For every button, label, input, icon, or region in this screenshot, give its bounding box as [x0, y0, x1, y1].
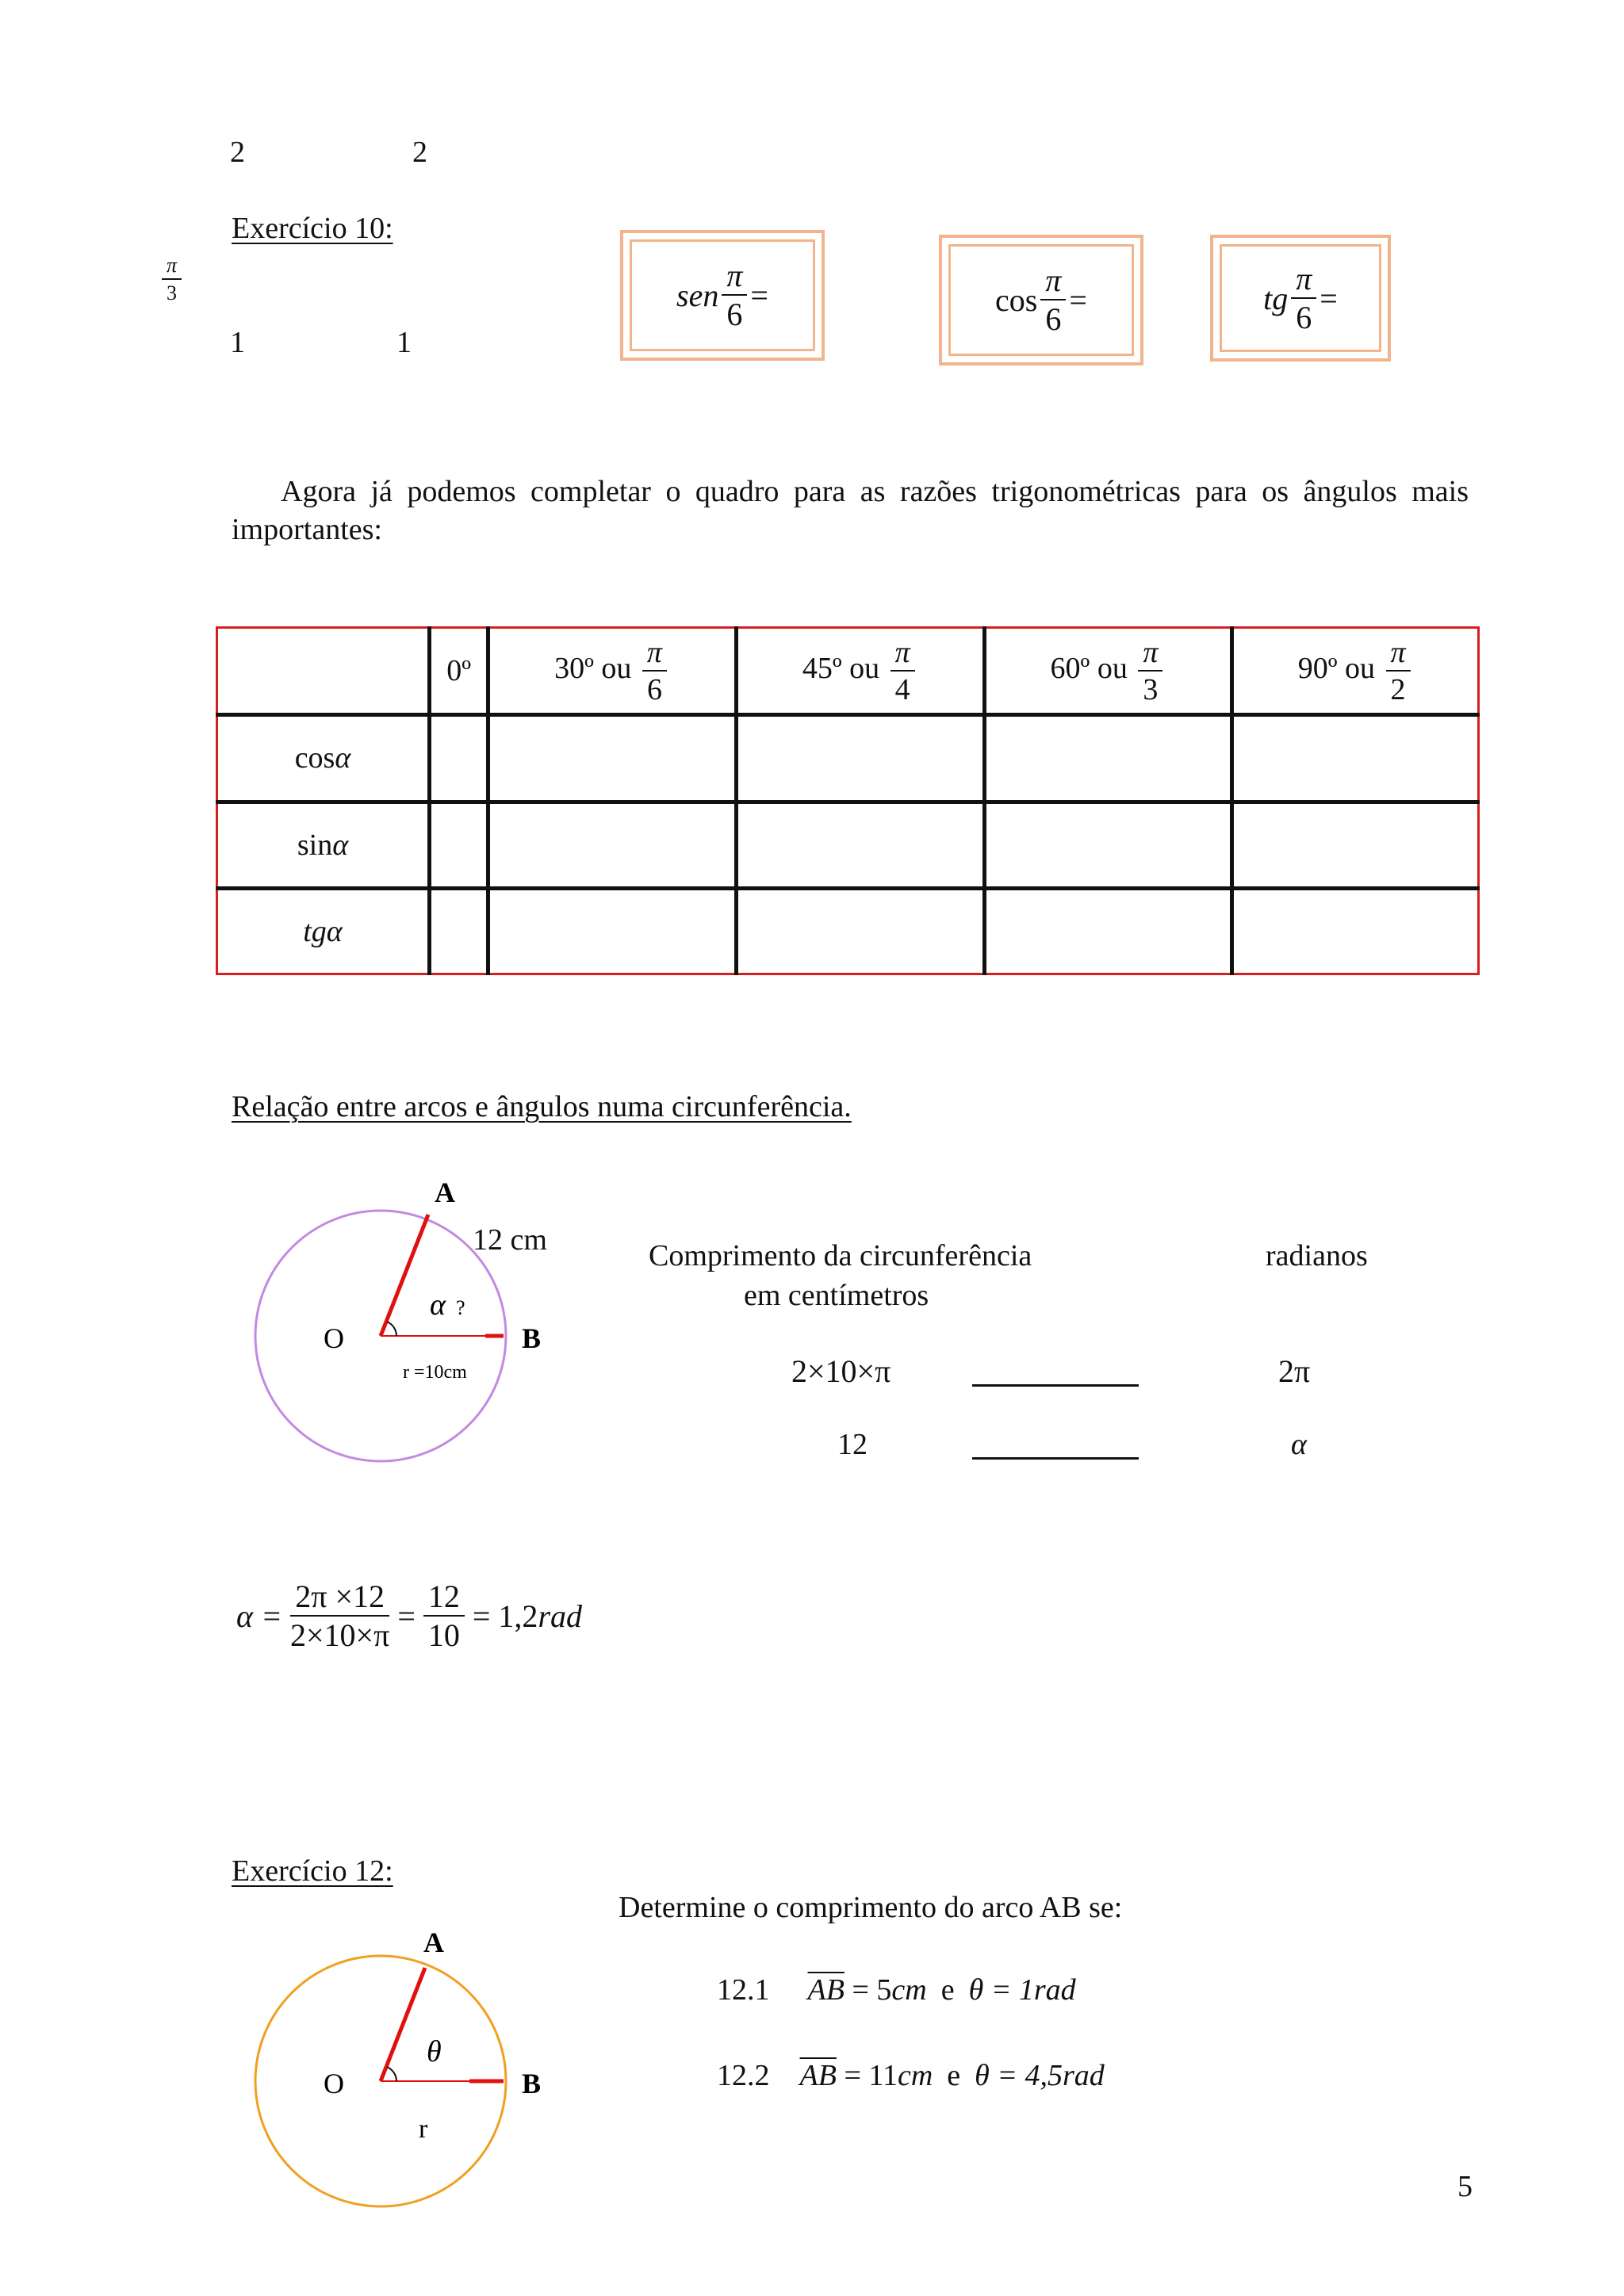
row1-blank [972, 1360, 1139, 1387]
row-label-cos: cosα [217, 715, 430, 802]
exercise-10-title: Exercício 10: [232, 212, 393, 245]
table-cell [430, 889, 488, 974]
fragment-top-left: 2 [230, 136, 245, 169]
row2-blank [972, 1433, 1139, 1460]
exercise-12-item-1: 12.1 $\overline{AB} = 5cm$ e θ = 1rad [717, 1973, 1076, 2007]
answer-box-tg: tg $\frac{\pi}{6}$ = [1210, 235, 1391, 362]
table-col-header: 0º [430, 628, 488, 715]
table-row [217, 889, 1479, 974]
table-cell [430, 715, 488, 802]
col1-header-line1: Comprimento da circunferência [649, 1239, 1032, 1272]
radius-oa [381, 1215, 428, 1336]
angle-arc [387, 2067, 396, 2081]
label-theta: θ [427, 2035, 442, 2068]
label-radius: r =10cm [403, 1362, 467, 1383]
label-question: ? [456, 1296, 465, 1319]
table-corner-cell [217, 628, 430, 715]
fragment-top-right: 2 [412, 136, 427, 169]
row1-left: 2×10×π [791, 1353, 891, 1389]
label-b: B [522, 2068, 542, 2099]
relation-title: Relação entre arcos e ângulos numa circunferência. [232, 1090, 852, 1123]
arc-length-label: 12 cm [473, 1223, 547, 1257]
table-col-header: 30º ou $\frac{\pi}{6}$ [488, 628, 737, 715]
label-a: A [423, 1927, 444, 1958]
table-cell [736, 802, 984, 889]
exercise-12-item-2: 12.2 $\overline{AB} = 11cm$ e θ = 4,5rad [717, 2059, 1105, 2092]
label-a: A [435, 1177, 455, 1208]
circle-diagram-1 [238, 1165, 571, 1483]
table-col-header: 60º ou $\frac{\pi}{3}$ [984, 628, 1232, 715]
intro-paragraph: Agora já podemos completar o quadro para as razões trigonométricas para os ângulos mais importantes: [232, 475, 1469, 546]
table-header-row [217, 628, 1479, 715]
col1-header-line2: em centímetros [744, 1279, 929, 1312]
row2-right: α [1291, 1428, 1307, 1461]
row2-left: 12 [837, 1428, 868, 1461]
table-cell [984, 715, 1232, 802]
table-cell [1232, 802, 1479, 889]
label-o: O [324, 1322, 344, 1354]
table-cell [488, 715, 737, 802]
label-r: r [419, 2114, 428, 2144]
trig-table [216, 626, 1480, 975]
fragment-bottom-left: 1 [230, 326, 245, 359]
label-alpha: α [430, 1288, 446, 1322]
table-cell [488, 889, 737, 974]
exercise-12-title: Exercício 12: [232, 1854, 393, 1888]
margin-fraction: $\frac{\pi}{3}$ [159, 255, 185, 304]
table-row [217, 802, 1479, 889]
table-col-header: 45º ou $\frac{\pi}{4}$ [736, 628, 984, 715]
circle-diagram-2 [238, 1911, 571, 2228]
table-cell [984, 889, 1232, 974]
label-o: O [324, 2068, 344, 2099]
row-label-tg: tgα [217, 889, 430, 974]
page-number: 5 [1457, 2170, 1473, 2203]
table-row [217, 715, 1479, 802]
row-label-sin: sinα [217, 802, 430, 889]
exercise-12-prompt: Determine o comprimento do arco AB se: [619, 1891, 1123, 1924]
col2-header: radianos [1266, 1239, 1368, 1272]
table-cell [1232, 715, 1479, 802]
alpha-formula: α = $\frac{2\pi \times 12}{2\times 10\times\pi}$ = $\frac{12}{10}$ = 1,2 rad [236, 1578, 583, 1653]
table-cell [984, 802, 1232, 889]
angle-arc [387, 1322, 396, 1336]
table-cell [736, 889, 984, 974]
row1-right: 2π [1278, 1353, 1311, 1389]
radius-oa [381, 1968, 425, 2081]
answer-box-cos: cos $\frac{\pi}{6}$ = [939, 235, 1143, 365]
table-col-header: 90º ou $\frac{\pi}{2}$ [1232, 628, 1479, 715]
label-b: B [522, 1322, 542, 1354]
table-cell [488, 802, 737, 889]
answer-box-sen: sen $\frac{\pi}{6}$ = [620, 230, 825, 361]
table-cell [430, 802, 488, 889]
table-cell [736, 715, 984, 802]
fragment-bottom-right: 1 [396, 326, 412, 359]
table-cell [1232, 889, 1479, 974]
